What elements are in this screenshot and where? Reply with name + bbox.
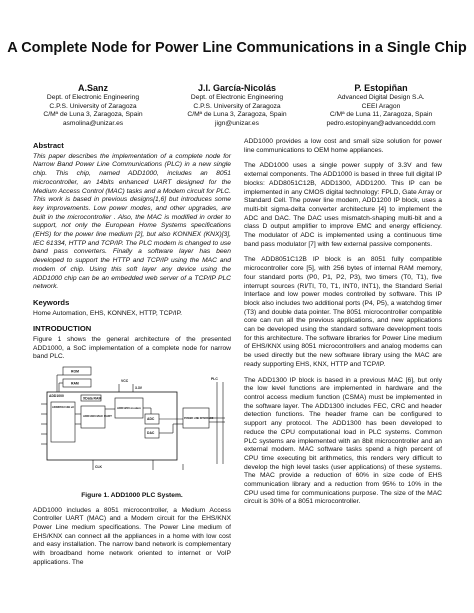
intro-paragraph-1: Figure 1 shows the general architecture of the presented ADD1000, a SoC implementation of a complete node for narrow band PLC.: [33, 336, 231, 361]
author-email: asmolina@unizar.es: [62, 119, 124, 127]
author-email: jign@unizar.es: [215, 119, 259, 127]
author-dept: Advanced Digital Design S.A.: [337, 94, 425, 101]
author-block-3: [306, 82, 456, 128]
diagram-label-3v3: 3.3V: [135, 386, 142, 391]
left-column: [33, 142, 231, 575]
right-paragraph-3: The ADD8051C12B IP block is an 8051 fully compatible microcontroller core [5], with 256 bytes of internal RAM memory, four standard ports (P0, P1, P2, P3), two timers (T0, T1), five interrupt sources (RI/TI, T0, T1, INT0, INT1), the Standard Serial Interface and low power modes controlled by software. This IP block also includes two additional ports (P4, P5), a watchdog timer (T3) and double data pointer. The 8051 microcontroller compatible core can run all the previous applications, and new applications can be developed using the standard software development tools for this architecture. The software libraries for Power Line medium of EHS/KNX using 8051 microcontrollers and analog modems can be used directly but the new software library using the MAC are ready supporting EHS, KNX, HTTP and TCP/IP.: [244, 256, 442, 368]
author-address: C/Mª de Luna 3, Zaragoza, Spain: [43, 111, 143, 119]
author-name: A.Sanz: [77, 83, 108, 93]
author-email: pedro.estopinyan@advanceddd.com: [326, 119, 436, 127]
keywords-text: Home Automation, EHS, KONNEX, HTTP, TCP/IP.: [33, 309, 183, 317]
author-block-1: [18, 82, 168, 128]
figure-caption: Figure 1. ADD1000 PLC System.: [81, 491, 183, 499]
diagram-label-plc: PLC: [211, 377, 218, 382]
author-org: C.P.S. University of Zaragoza: [193, 102, 281, 110]
intro-paragraph-2: ADD1000 includes a 8051 microcontroller, a Medium Access Controller UART (MAC) and a Modem circuit for the EHS/KNX Power Line medium specifications. The Power Line medium of EHS/KNX can connect all the appliances in a home with low cost and easy installation. The narrow band network is complementary with broadband home network oriented to internet or VoIP applications. The: [33, 506, 231, 566]
author-address: C/Mª de Luna 3, Zaragoza, Spain: [187, 111, 287, 119]
right-paragraph-2: The ADD1000 uses a single power supply of 3.3V and few external components. The ADD1000 is based in three full digital IP blocks: ADD8051C12B, ADD1300, ADD1200. This IP can be implemented in any CMOS digital technology: FPLD, Gate Array or Standard Cell. The power line modem, ADD1200 IP block, uses a multi-bit sigma-delta converter architecture [4] to implement the ADC and DAC. The DAC uses mismatch-shaping multi-bit and a class D output amplifier to improve EMC and energy efficiency. The modulator of ADC is implemented using a continuous time band pass modulator [7] with few external passive components.: [244, 162, 442, 248]
diagram-label-vcc: VCC: [121, 379, 129, 384]
figure-1: [33, 364, 231, 488]
intro-heading: INTRODUCTION: [33, 324, 92, 334]
paper-title: A Complete Node for Power Line Communications in a Single Chip: [7, 40, 467, 56]
diagram-label-adc: ADC: [147, 417, 155, 422]
right-paragraph-1: ADD1000 provides a low cost and small size solution for power line communications to OEM home appliances.: [244, 138, 442, 154]
author-address: C/Mª de Luna 11, Zaragoza, Spain: [329, 111, 433, 119]
diagram-label-pli: POWER LINE INTERFACE: [184, 417, 214, 421]
architecture-diagram: [33, 364, 231, 484]
diagram-label-mac: ADD1300 MAC UART: [83, 414, 112, 419]
author-org: CEEI Aragon: [361, 102, 401, 110]
diagram-label-chip: ADD1000: [49, 394, 64, 399]
author-org: C.P.S. University of Zaragoza: [49, 102, 137, 110]
author-name: J.I. García-Nicolás: [197, 83, 277, 93]
abstract-heading: Abstract: [33, 141, 64, 150]
diagram-label-rom: ROM: [71, 369, 79, 374]
diagram-label-modem: ADD1200 modem: [117, 406, 141, 411]
diagram-label-ram: RAM: [71, 381, 79, 386]
diagram-label-clk: CLK: [95, 465, 102, 470]
author-dept: Dept. of Electronic Engineering: [46, 94, 140, 101]
author-dept: Dept. of Electronic Engineering: [190, 94, 284, 101]
wires: [41, 375, 225, 470]
right-column: [244, 138, 442, 514]
diagram-label-xdata: XData RAM: [83, 396, 102, 401]
diagram-label-dac: DAC: [147, 431, 155, 436]
diagram-label-uc: ADD8051C12B uC: [52, 406, 75, 410]
keywords-heading: Keywords: [33, 297, 70, 307]
right-paragraph-4: The ADD1300 IP block is based in a previous MAC [6], but only the low level functions are implemented in hardware and the control access medium function (CSMA) must be implemented in the software layer. The ADD1300 includes FEC, CRC and header detection functions. The header frame can be configured to support any protocol. The ADD1300 has been developed to reduce the CPU computational load in PLC systems. Common PLC systems are implemented with an 8bit microcontroller and an external modem. MAC software tasks spend a high percent of CPU time executing bit arithmetics, this renders very difficult to develop the high level tasks (user applications) of these systems. The MAC provide a reduction of 60% in size code of EHS communication library and a reduction from 95% to 10% in the CPU used time for communications purpose. The size of the MAC circuit is 30% of a 8051 microcontroller.: [244, 376, 442, 506]
author-name: P. Estopiñan: [354, 83, 408, 93]
abstract-text: This paper describes the implementation of a complete node for Narrow Band Power Line Communications (PLC) in a new single chip. This chip, named ADD1000, includes an 8051 microcontroller, an 14bits enhanced UART designed for the Medium Access Control (MAC) tasks and a Modem circuit for PLC. This work is based in previous designs[1,6] but introduces some key improvements. Low power modes, and other upgrades, are built in the microcontroller . Also, the MAC is modified in order to support, not only the European Home Systems specifications (EHS) for the power line medium [2], but also KONNEX (KNX)[3], IEC 61334, HTTP and TCP/IP. The PLC modem is changed to use band pass converters. Finally a software layer has been developed to support the HTTP and TCP/IP using the MAC and modem of chip. Using this soft layer any device using the ADD1000 chip can be an embedded web server of a TCP/IP PLC network.: [33, 152, 231, 291]
author-block-2: [162, 82, 312, 128]
